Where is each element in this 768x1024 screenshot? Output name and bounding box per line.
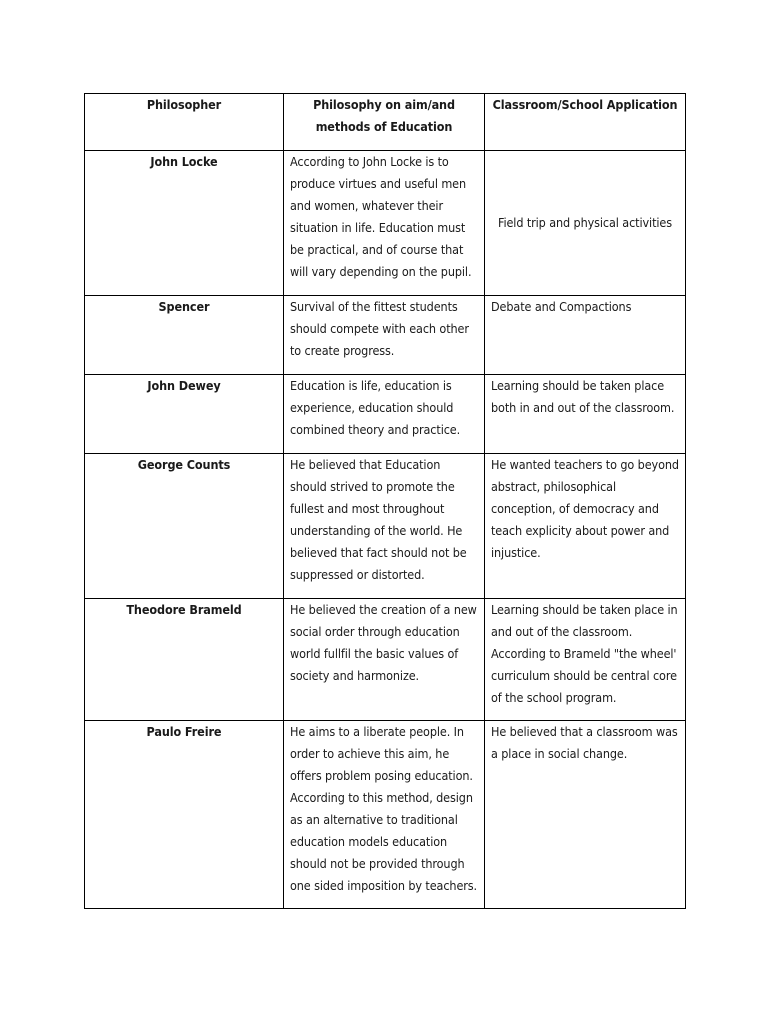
header-application: Classroom/School Application bbox=[485, 94, 686, 151]
table-header-row bbox=[85, 94, 686, 151]
philosopher-name: John Locke bbox=[85, 151, 284, 296]
table-row bbox=[85, 721, 686, 909]
philosophy-text: He believed the creation of a new social order through education world fullfil the basic values of society and harmonize. bbox=[284, 599, 485, 721]
philosopher-name: George Counts bbox=[85, 454, 284, 599]
header-philosopher: Philosopher bbox=[85, 94, 284, 151]
philosophy-text: Education is life, education is experience, education should combined theory and practice. bbox=[284, 375, 485, 454]
table-row bbox=[85, 151, 686, 296]
application-text: Debate and Compactions bbox=[485, 296, 686, 375]
philosophy-text: Survival of the fittest students should compete with each other to create progress. bbox=[284, 296, 485, 375]
philosopher-name: Spencer bbox=[85, 296, 284, 375]
philosophy-text: He believed that Education should strived to promote the fullest and most throughout understanding of the world. He believed that fact should not be suppressed or distorted. bbox=[284, 454, 485, 599]
philosophy-text: He aims to a liberate people. In order to achieve this aim, he offers problem posing education. According to this method, design as an alternative to traditional education models education should not be provided through one sided imposition by teachers. bbox=[284, 721, 485, 909]
table-row bbox=[85, 375, 686, 454]
philosophy-text: According to John Locke is to produce virtues and useful men and women, whatever their situation in life. Education must be practical, and of course that will vary depending on the pupil. bbox=[284, 151, 485, 296]
application-text: He believed that a classroom was a place in social change. bbox=[485, 721, 686, 909]
philosophy-table bbox=[84, 93, 686, 909]
philosopher-name: Theodore Brameld bbox=[85, 599, 284, 721]
application-text: He wanted teachers to go beyond abstract, philosophical conception, of democracy and teach explicity about power and injustice. bbox=[485, 454, 686, 599]
table-row bbox=[85, 454, 686, 599]
application-text: Learning should be taken place both in and out of the classroom. bbox=[485, 375, 686, 454]
philosopher-name: Paulo Freire bbox=[85, 721, 284, 909]
table-row bbox=[85, 296, 686, 375]
application-text: Field trip and physical activities bbox=[485, 151, 686, 296]
application-text: Learning should be taken place in and out of the classroom. According to Brameld "the wheel' curriculum should be central core of the school program. bbox=[485, 599, 686, 721]
header-philosophy: Philosophy on aim/and methods of Education bbox=[284, 94, 485, 151]
philosopher-name: John Dewey bbox=[85, 375, 284, 454]
table-row bbox=[85, 599, 686, 721]
